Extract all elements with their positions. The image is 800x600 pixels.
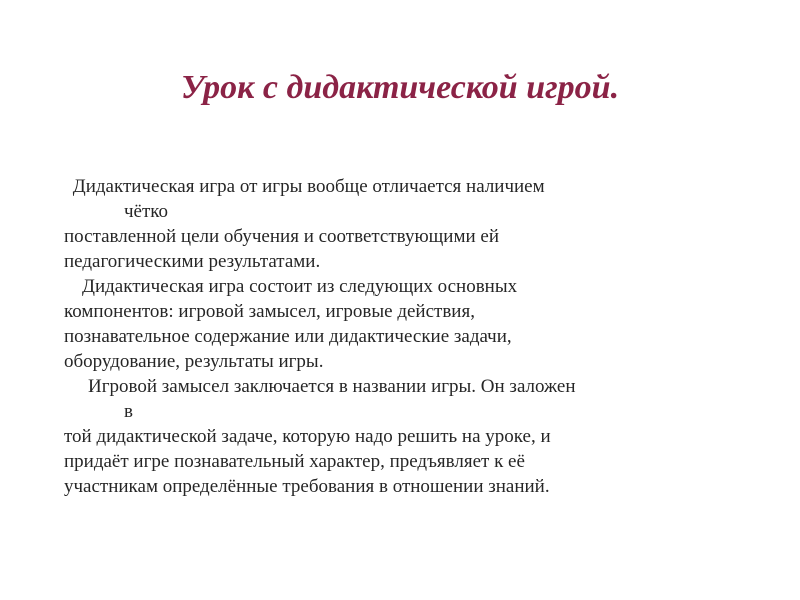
text-line: той дидактической задаче, которую надо решить на уроке, и xyxy=(64,426,551,447)
text-line: поставленной цели обучения и соответствующими ей xyxy=(64,226,500,247)
slide-body-text xyxy=(64,174,764,499)
text-line: Дидактическая игра от игры вообще отличается наличием xyxy=(68,176,545,197)
text-line: познавательное содержание или дидактические задачи, xyxy=(64,326,512,347)
text-line: чётко xyxy=(124,201,169,222)
text-line: участникам определённые требования в отношении знаний. xyxy=(64,476,550,497)
slide-title: Урок с дидактической игрой. xyxy=(180,69,620,106)
text-line: Игровой замысел заключается в названии игры. Он заложен xyxy=(88,376,576,397)
text-line: придаёт игре познавательный характер, предъявляет к её xyxy=(64,451,525,472)
text-line: педагогическими результатами. xyxy=(64,251,321,272)
text-line: компонентов: игровой замысел, игровые действия, xyxy=(64,301,475,322)
text-line: Дидактическая игра состоит из следующих основных xyxy=(82,276,518,297)
text-line: в xyxy=(124,401,133,422)
text-line: оборудование, результаты игры. xyxy=(64,351,324,372)
